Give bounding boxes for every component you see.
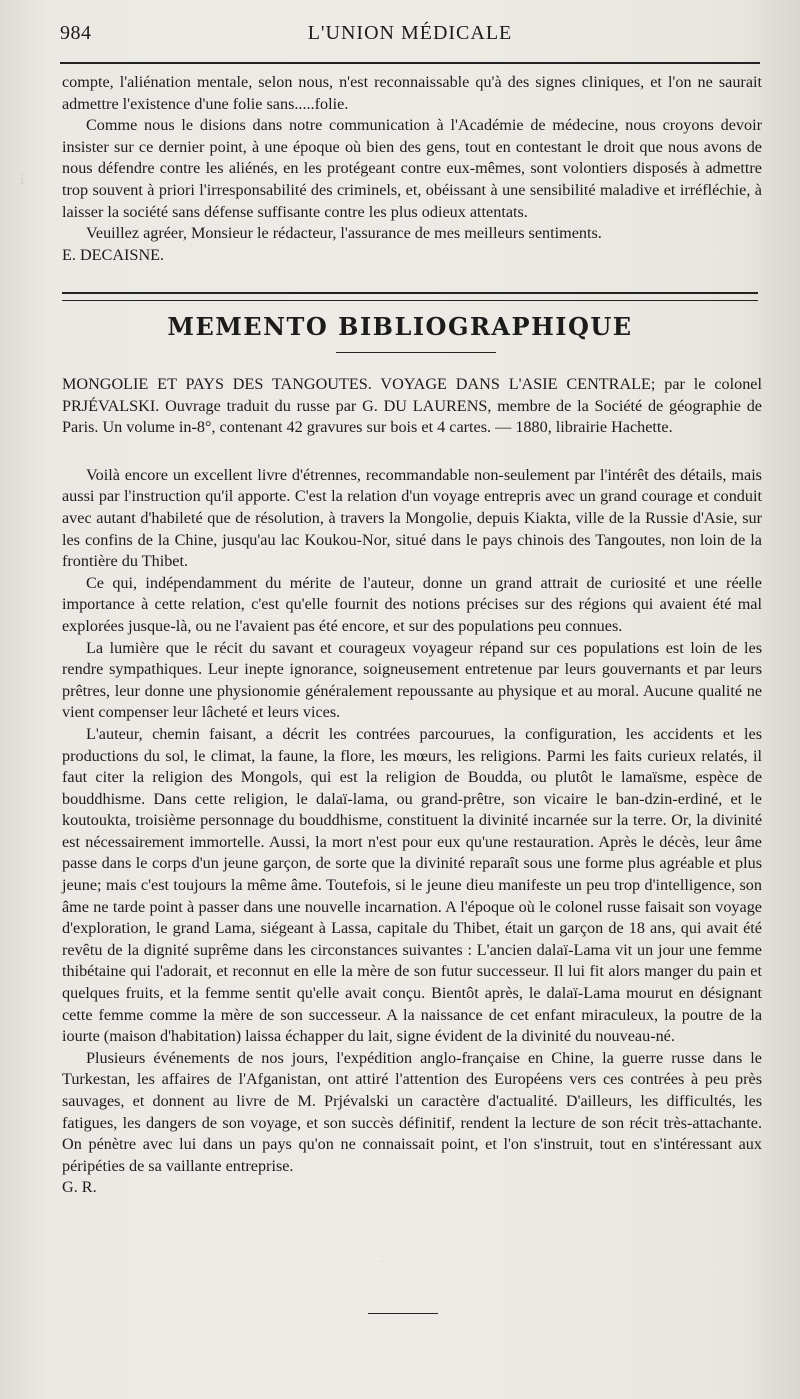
review-paragraph: La lumière que le récit du savant et courageux voyageur répand sur ces populations est loin de les rendre sympathiques. Leur inepte ignorance, soigneusement entretenue par leurs gouvernants et par leurs prêtres, leur donne une physionomie généralement repoussante au physique et au moral. Aucune qualité ne vient compenser leur lâcheté et leurs vices.: [62, 638, 762, 722]
review-paragraph: Ce qui, indépendamment du mérite de l'auteur, donne un grand attrait de curiosité et une réelle importance à cette relation, c'est qu'elle fournit des notions précises sur des régions qui avaient été mal explorées jusque-là, ou ne l'avaient pas été encore, et sur des populations peu connues.: [62, 573, 762, 635]
letter-paragraph: Comme nous le disions dans notre communication à l'Académie de médecine, nous croyons devoir insister sur ce dernier point, à une époque où bien des gens, tout en contestant le droit que nous avons de nous défendre contre les aliénés, en les protégeant contre eux-mêmes, sont volontiers disposés à admettre trop souvent à priori l'irresponsabilité des criminels, et, obéissant à une sensibilité maladive et irréfléchie, à laisser la société sans défense suffisante contre les plus odieux attentats.: [62, 116, 762, 221]
book-review: [62, 374, 762, 1199]
show-through-text: i: [20, 172, 25, 188]
title-underline-rule: [336, 352, 496, 353]
page-header: [60, 22, 760, 52]
end-rule: [368, 1313, 438, 1314]
review-paragraph: Voilà encore un excellent livre d'étrennes, recommandable non-seulement par l'intérêt des détails, mais aussi par l'instruction qu'il apporte. C'est la relation d'un voyage entrepris avec un grand courage et conduit avec autant d'habileté que de résolution, à travers la Mongolie, depuis Kiakta, ville de la Russie d'Asie, sur les confins de la Chine, jusqu'au lac Koukou-Nor, situé dans le pays chinois des Tangoutes, non loin de la frontière du Thibet.: [62, 465, 762, 571]
section-title: MEMENTO BIBLIOGRAPHIQUE: [167, 312, 633, 341]
running-head: L'UNION MÉDICALE: [307, 22, 513, 44]
header-rule: [60, 62, 760, 64]
section-separator-rule: [62, 292, 758, 301]
page-number: 984: [60, 22, 92, 44]
review-signature: G. R.: [62, 1178, 97, 1197]
letter-end: [62, 72, 762, 266]
review-paragraph: L'auteur, chemin faisant, a décrit les contrées parcourues, la configuration, les accidents et les productions du sol, le climat, la faune, la flore, les mœurs, les religions. Parmi les faits curieux relatés, il faut citer la religion des Mongols, qui est la religion de Boudda, ou plutôt le lamaïsme, espèce de bouddhisme. Dans cette religion, le dalaï-lama, ou grand-prêtre, son vicaire le ban-dzin-erdiné, et le koutoukta, troisième personnage du bouddhisme, constituent la divinité incarnée sur la terre. Or, la divinité est nécessairement immortelle. Aussi, la mort n'est pour eux qu'une restauration. Après le décès, leur âme passe dans le corps d'un jeune garçon, de sorte que la divinité reparaît sous une forme plus agréable et plus jeune; mais c'est toujours la même âme. Toutefois, si le jeune dieu manifeste un peu trop d'intelligence, son âme ne tarde point à passer dans une nouvelle incarnation. A l'époque où le colonel russe faisait son voyage d'exploration, le grand Lama, siégeant à Lassa, capitale du Thibet, était un garçon de 18 ans, qui avait été revêtu de la dignité suprême dans les circonstances suivantes : L'ancien dalaï-Lama vit un jour une femme thibétaine qui l'adorait, et reconnut en elle la mère de son futur successeur. Il lui fit alors manger du pain et quelques fruits, et la femme sentit qu'elle avait conçu. Bientôt après, le dalaï-Lama mourut en désignant cette femme comme la mère de son successeur. A la naissance de cet enfant miraculeux, la poutre de la iourte (maison d'habitation) laissa échapper du lait, signe évident de la divinité du nouveau-né.: [62, 724, 762, 1046]
book-citation: MONGOLIE ET PAYS DES TANGOUTES. VOYAGE DANS L'ASIE CENTRALE; par le colonel PRJÉVALSKI. Ouvrage traduit du russe par G. DU LAURENS, membre de la Société de géographie de Paris. Un volume in-8°, contenant 42 gravures sur bois et 4 cartes. — 1880, librairie Hachette.: [62, 375, 762, 437]
letter-closing: Veuillez agréer, Monsieur le rédacteur, l'assurance de mes meilleurs sentiments.: [86, 224, 602, 243]
show-through-text: .: [380, 1250, 384, 1266]
letter-paragraph: compte, l'aliénation mentale, selon nous, n'est reconnaissable qu'à des signes cliniques, et l'on ne saurait admettre l'existence d'une folie sans.....folie.: [62, 73, 762, 113]
review-paragraph: Plusieurs événements de nos jours, l'expédition anglo-française en Chine, la guerre russe dans le Turkestan, les affaires de l'Afganistan, ont attiré l'attention des Européens vers ces contrées à peu près sauvages, et donnent au livre de M. Prjévalski un caractère d'actualité. D'ailleurs, les difficultés, les fatigues, les dangers de son voyage, et son succès définitif, rendent la lecture de son récit très-attachante. On pénètre avec lui dans un pays qu'on ne connaissait point, et l'on s'instruit, tout en s'intéressant aux péripéties de sa vaillante entreprise.: [62, 1048, 762, 1175]
letter-signature: E. DECAISNE.: [62, 245, 165, 264]
